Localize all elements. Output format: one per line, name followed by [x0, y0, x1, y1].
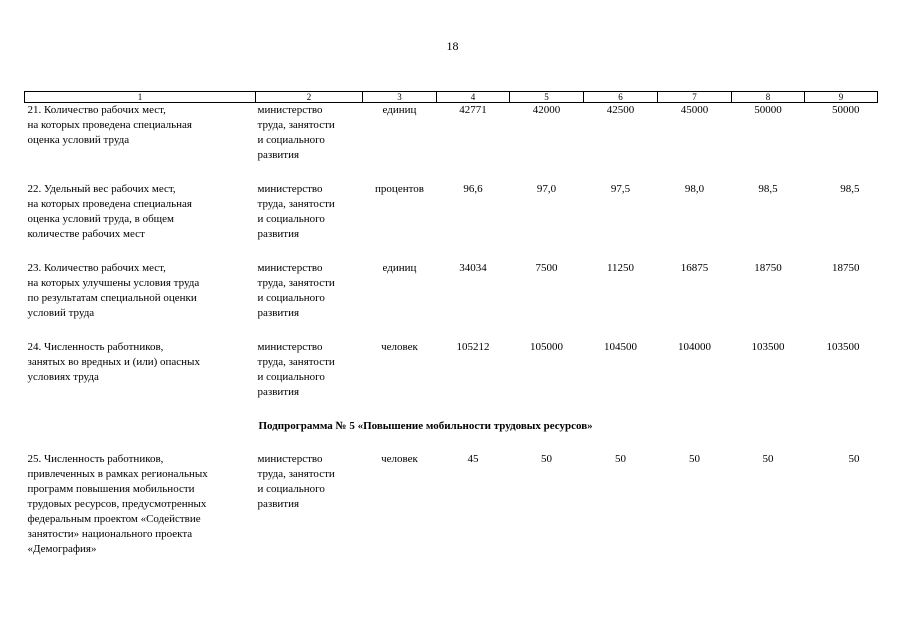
value-cell: 45 [467, 453, 479, 465]
org-line: и социального [257, 371, 325, 383]
org-line: и социального [257, 292, 325, 304]
indicators-table [24, 91, 878, 562]
indicator-name-line: по результатам специальной оценки [27, 292, 197, 304]
indicator-name-line: программ повышения мобильности [27, 483, 195, 495]
table-row [25, 182, 878, 261]
indicator-name-line: привлеченных в рамках региональных [27, 468, 208, 480]
indicator-name-line: занятых во вредных и (или) опасных [27, 356, 200, 368]
table-row [25, 340, 878, 419]
org-line: и социального [257, 483, 325, 495]
column-number-5: 5 [510, 92, 584, 103]
indicator-name-line: занятости» национального проекта [27, 528, 193, 540]
org-line: министерство [257, 183, 323, 195]
column-number-3: 3 [363, 92, 437, 103]
value-cell: 50 [615, 453, 626, 465]
value-cell: 16875 [680, 262, 709, 274]
indicator-name [25, 261, 256, 340]
indicator-name [25, 452, 256, 562]
value-cell: 96,6 [463, 183, 483, 195]
indicator-name-line: 22. Удельный вес рабочих мест, [27, 183, 176, 195]
indicator-name-line: «Демография» [27, 543, 97, 555]
indicator-name-line: оценка условий труда [27, 134, 130, 146]
value-cell: 11250 [606, 262, 635, 274]
value-cell: 42000 [532, 104, 561, 116]
value-cell: 104000 [678, 341, 711, 353]
value-cell: 45000 [680, 104, 709, 116]
subprogram-title: Подпрограмма № 5 «Повышение мобильности трудовых ресурсов» [258, 420, 593, 432]
value-cell: 97,5 [610, 183, 631, 195]
value-cell: 50 [689, 453, 700, 465]
indicator-name-line: оценка условий труда, в общем [27, 213, 174, 225]
value-cell: 50000 [832, 104, 860, 116]
value-cell: 50 [848, 453, 860, 465]
org-line: развития [257, 307, 300, 319]
indicator-name-line: условиях труда [27, 371, 99, 383]
column-number-7: 7 [658, 92, 732, 103]
value-cell: 34034 [459, 262, 487, 274]
page-number: 18 [446, 39, 459, 53]
value-cell: 50 [762, 453, 774, 465]
value-cell: 42771 [459, 104, 487, 116]
org-line: министерство [257, 453, 323, 465]
indicator-name-line: федеральным проектом «Содействие [27, 513, 201, 525]
org-line: труда, занятости [257, 356, 335, 368]
responsible-org [256, 182, 363, 261]
indicator-name [25, 340, 256, 419]
org-line: развития [257, 498, 300, 510]
org-line: министерство [257, 104, 323, 116]
unit-cell: человек [381, 341, 418, 353]
column-number-2: 2 [256, 92, 363, 103]
value-cell: 50 [541, 453, 552, 465]
unit-cell: процентов [375, 183, 424, 195]
table-row [25, 452, 878, 562]
responsible-org [256, 261, 363, 340]
value-cell: 105000 [530, 341, 563, 353]
org-line: труда, занятости [257, 468, 335, 480]
org-line: труда, занятости [257, 119, 335, 131]
indicator-name-line: 24. Численность работников, [27, 341, 164, 353]
value-cell: 18750 [754, 262, 782, 274]
org-line: развития [257, 228, 300, 240]
indicator-name-line: на которых улучшены условия труда [27, 277, 200, 289]
table-row [25, 261, 878, 340]
indicator-name-line: количестве рабочих мест [27, 228, 145, 240]
column-number-1: 1 [25, 92, 256, 103]
value-cell: 104500 [604, 341, 637, 353]
org-line: развития [257, 149, 300, 161]
unit-cell: человек [381, 453, 418, 465]
indicator-name-line: на которых проведена специальная [27, 119, 192, 131]
value-cell: 42500 [606, 104, 635, 116]
column-number-8: 8 [732, 92, 805, 103]
responsible-org [256, 452, 363, 562]
org-line: министерство [257, 262, 323, 274]
org-line: и социального [257, 134, 325, 146]
column-number-6: 6 [584, 92, 658, 103]
value-cell: 50000 [754, 104, 782, 116]
org-line: труда, занятости [257, 277, 335, 289]
value-cell: 7500 [535, 262, 558, 274]
subprogram-row [25, 419, 878, 452]
org-line: труда, занятости [257, 198, 335, 210]
org-line: министерство [257, 341, 323, 353]
indicator-name-line: условий труда [27, 307, 95, 319]
unit-cell: единиц [382, 262, 417, 274]
value-cell: 98,5 [840, 183, 860, 195]
indicator-name-line: 23. Количество рабочих мест, [27, 262, 166, 274]
value-cell: 97,0 [536, 183, 557, 195]
value-cell: 105212 [456, 341, 490, 353]
column-number-9: 9 [805, 92, 878, 103]
value-cell: 103500 [826, 341, 860, 353]
responsible-org [256, 340, 363, 419]
indicator-name-line: на которых проведена специальная [27, 198, 192, 210]
responsible-org [256, 103, 363, 183]
unit-cell: единиц [382, 104, 417, 116]
indicator-name-line: 25. Численность работников, [27, 453, 164, 465]
indicator-name [25, 182, 256, 261]
column-number-4: 4 [437, 92, 510, 103]
org-line: развития [257, 386, 300, 398]
indicator-name [25, 103, 256, 183]
org-line: и социального [257, 213, 325, 225]
value-cell: 98,5 [758, 183, 778, 195]
column-number-header-row [25, 92, 878, 103]
value-cell: 103500 [751, 341, 785, 353]
value-cell: 18750 [832, 262, 860, 274]
indicator-name-line: трудовых ресурсов, предусмотренных [27, 498, 207, 510]
table-row [25, 103, 878, 183]
value-cell: 98,0 [684, 183, 705, 195]
indicator-name-line: 21. Количество рабочих мест, [27, 104, 166, 116]
